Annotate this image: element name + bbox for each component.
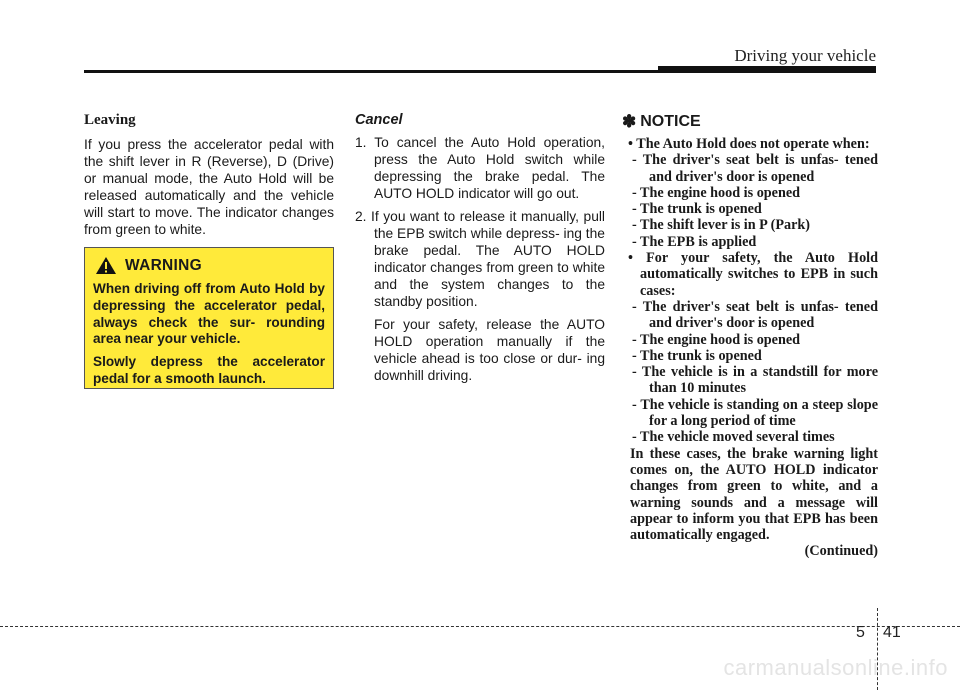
warning-triangle-icon: [95, 256, 117, 275]
notice-star-icon: ✽: [622, 112, 637, 131]
cancel-step: 2. If you want to release it manually, pull the EPB switch while depress- ing the brake pedal. The AUTO HOLD indicator changes from green to white and the system changes to the standby position.: [355, 209, 605, 309]
leaving-section: [84, 112, 334, 238]
notice-sub-item: - The EPB is applied: [632, 233, 757, 250]
header-rule-accent: [658, 66, 876, 72]
notice-header: [622, 112, 878, 132]
cancel-note: For your safety, release the AUTO HOLD operation manually if the vehicle ahead is too close or dur- ing downhill driving.: [374, 317, 605, 383]
notice-sub-item: - The driver's seat belt is unfas- tened and driver's door is opened: [632, 298, 878, 332]
warning-header: [95, 256, 325, 275]
cancel-heading: Cancel: [355, 112, 403, 128]
notice-paragraph: In these cases, the brake warning light comes on, the AUTO HOLD indicator changes from green to white, and a warning sounds and a message will appear to inform you that EPB has been automatically engaged.: [630, 445, 878, 544]
notice-sub-item: - The engine hood is opened: [632, 184, 801, 201]
chapter-number: 5: [856, 624, 865, 641]
section-title: Driving your vehicle: [734, 46, 876, 65]
warning-title: WARNING: [125, 256, 203, 274]
warning-box: [84, 247, 334, 389]
notice-sub-item: - The trunk is opened: [632, 201, 762, 218]
notice-sub-item: - The vehicle is in a standstill for more than 10 minutes: [632, 364, 878, 397]
notice-list: [622, 136, 878, 560]
notice-sub-item: - The shift lever is in P (Park): [632, 217, 810, 234]
leaving-heading: Leaving: [84, 112, 136, 128]
notice-sub-item: - The vehicle is standing on a steep slope for a long period of time: [632, 396, 878, 430]
cancel-step: 1. To cancel the Auto Hold operation, press the Auto Hold switch while depressing the brake pedal. The AUTO HOLD indicator will go out.: [355, 135, 605, 201]
leaving-body: If you press the accelerator pedal with the shift lever in R (Reverse), D (Drive) or manual mode, the Auto Hold will be released automatically and the vehicle will start to move. The indicator changes from green to white.: [84, 137, 334, 237]
warning-text-1: When driving off from Auto Hold by depressing the accelerator pedal, always check the sur- rounding area near your vehicle.: [93, 281, 325, 347]
notice-sub-item: - The driver's seat belt is unfas- tened and driver's door is opened: [632, 152, 878, 185]
warning-text-2: Slowly depress the accelerator pedal for a smooth launch.: [93, 354, 325, 386]
continued-label: (Continued): [804, 543, 878, 560]
cancel-section: [355, 112, 605, 384]
footer-rule: [0, 626, 960, 627]
notice-bullet: • For your safety, the Auto Hold automatically switches to EPB in such cases:: [628, 250, 878, 299]
page-number: 41: [883, 624, 901, 641]
cancel-steps: [355, 134, 605, 310]
notice-title: NOTICE: [640, 113, 701, 130]
notice-sub-item: - The engine hood is opened: [632, 331, 801, 348]
notice-sub-item: - The trunk is opened: [632, 347, 762, 364]
notice-bullet: • The Auto Hold does not operate when:: [628, 136, 870, 152]
watermark: carmanualsonline.info: [723, 655, 948, 680]
notice-section: [622, 112, 878, 560]
notice-sub-item: - The vehicle moved several times: [632, 429, 835, 446]
